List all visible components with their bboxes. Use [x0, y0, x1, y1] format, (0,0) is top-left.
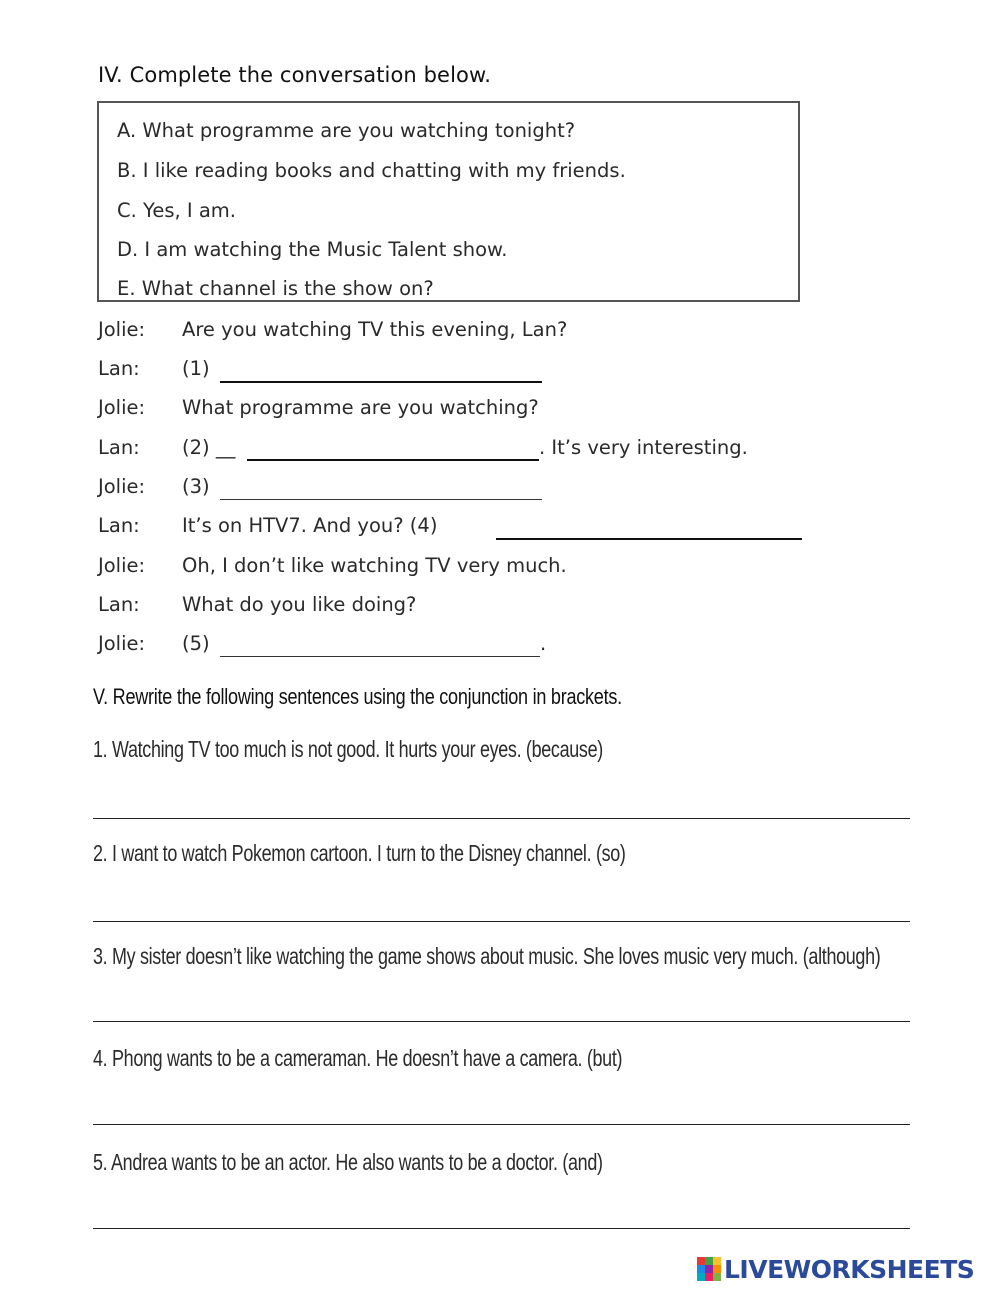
dialogue-line: What programme are you watching? [182, 396, 539, 419]
dialogue-line: It’s on HTV7. And you? (4) [182, 514, 438, 537]
speaker-label: Lan: [98, 357, 140, 380]
option-e: E. What channel is the show on? [117, 277, 434, 300]
options-box [97, 101, 800, 302]
question-3: 3. My sister doesn’t like watching the game shows about music. She loves music very much. (although) [93, 943, 881, 969]
speaker-label: Lan: [98, 514, 140, 537]
option-a: A. What programme are you watching tonight? [117, 119, 576, 142]
answer-line-4[interactable] [93, 1124, 910, 1125]
speaker-label: Jolie: [98, 632, 146, 655]
speaker-label: Lan: [98, 436, 140, 459]
question-1: 1. Watching TV too much is not good. It hurts your eyes. (because) [93, 736, 603, 762]
speaker-label: Lan: [98, 593, 140, 616]
question-5: 5. Andrea wants to be an actor. He also wants to be a doctor. (and) [93, 1149, 603, 1175]
speaker-label: Jolie: [98, 475, 146, 498]
dialogue-line: (1) [182, 357, 210, 380]
answer-blank-3[interactable] [220, 499, 542, 500]
liveworksheets-logo[interactable] [697, 1253, 974, 1285]
dialogue-line: (5) [182, 632, 210, 655]
dialogue-line: (3) [182, 475, 210, 498]
option-c: C. Yes, I am. [117, 199, 236, 222]
speaker-label: Jolie: [98, 318, 146, 341]
dialogue-line: Are you watching TV this evening, Lan? [182, 318, 568, 341]
answer-blank-1[interactable] [220, 381, 542, 383]
dialogue-line: (2) __ [182, 436, 236, 459]
answer-blank-5[interactable] [220, 656, 540, 657]
option-d: D. I am watching the Music Talent show. [117, 238, 508, 261]
question-4: 4. Phong wants to be a cameraman. He doesn’t have a camera. (but) [93, 1045, 623, 1071]
dialogue-suffix: . [540, 632, 547, 655]
logo-text: LIVEWORKSHEETS [724, 1254, 975, 1284]
answer-blank-2[interactable] [247, 459, 539, 461]
logo-grid-icon [697, 1257, 721, 1281]
answer-line-3[interactable] [93, 1021, 910, 1022]
section-4-title: IV. Complete the conversation below. [98, 63, 492, 87]
speaker-label: Jolie: [98, 554, 146, 577]
question-2: 2. I want to watch Pokemon cartoon. I turn to the Disney channel. (so) [93, 840, 626, 866]
answer-line-2[interactable] [93, 921, 910, 922]
speaker-label: Jolie: [98, 396, 146, 419]
option-b: B. I like reading books and chatting with my friends. [117, 159, 626, 182]
answer-line-1[interactable] [93, 818, 910, 819]
dialogue-line: What do you like doing? [182, 593, 417, 616]
answer-blank-4[interactable] [496, 538, 802, 540]
answer-line-5[interactable] [93, 1228, 910, 1229]
dialogue-line: Oh, I don’t like watching TV very much. [182, 554, 567, 577]
dialogue-suffix: . It’s very interesting. [539, 436, 748, 459]
section-5-title: V. Rewrite the following sentences using the conjunction in brackets. [93, 684, 622, 709]
